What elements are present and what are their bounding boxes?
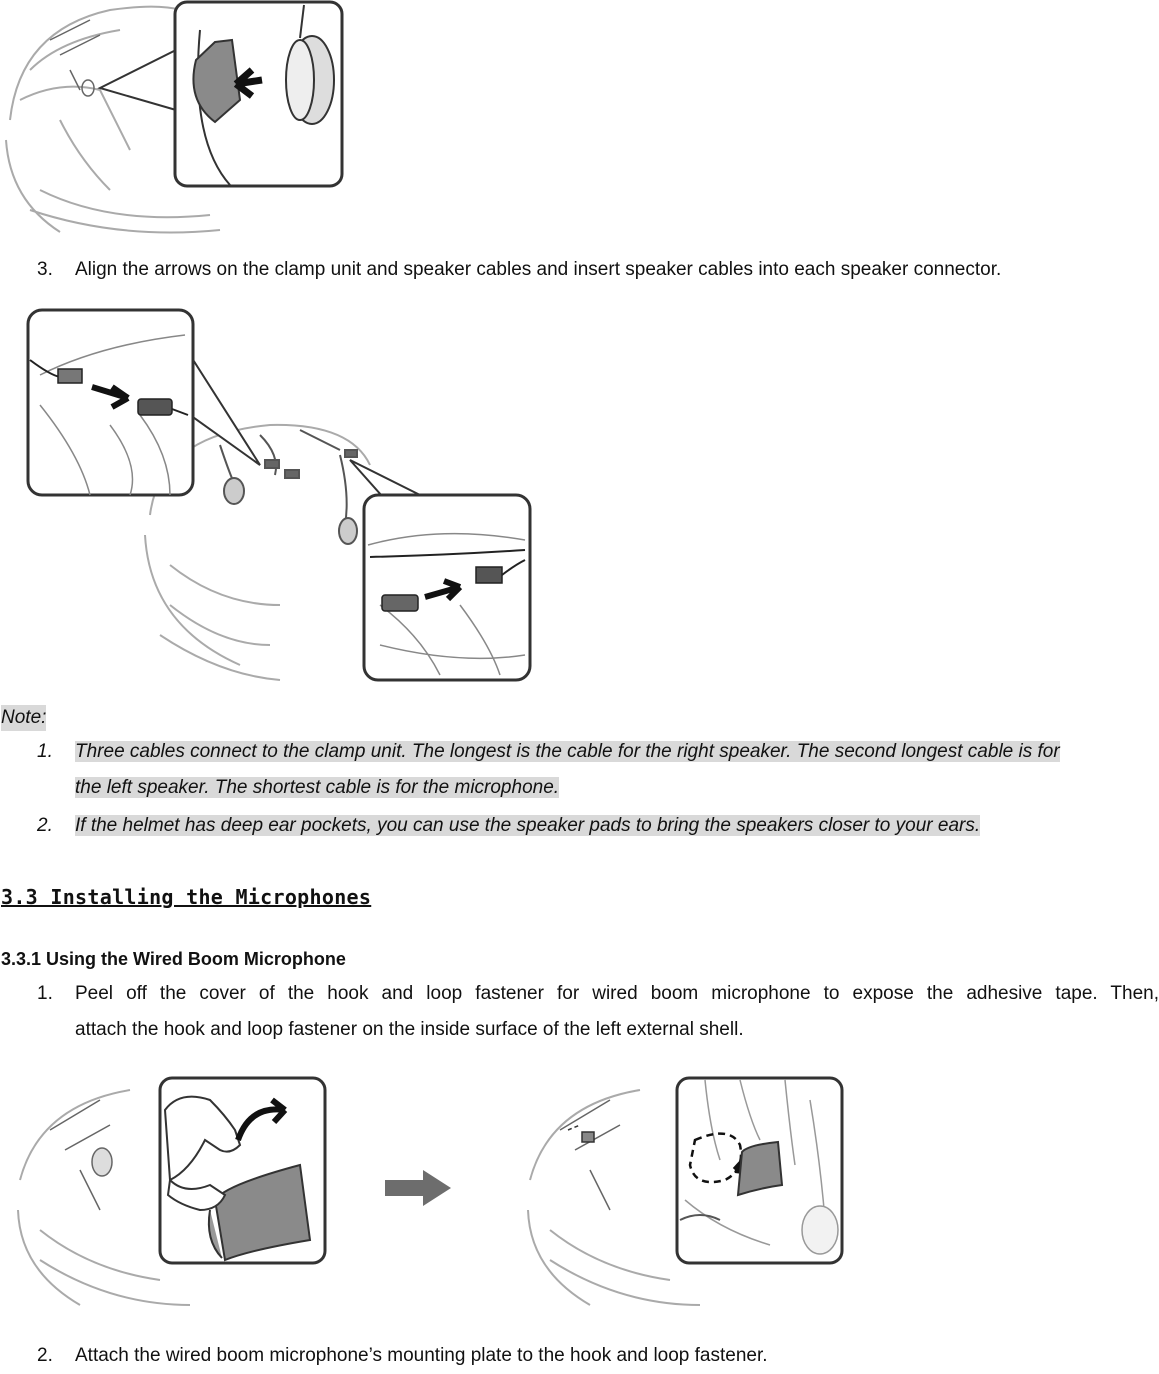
step-line: Peel off the cover of the hook and loop fastener for wired boom microphone to expose the adhesive tape. Then,: [75, 983, 1159, 1004]
figure-attach-fastener: [520, 1070, 850, 1315]
section-heading: 3.3 Installing the Microphones: [1, 885, 372, 909]
step-number: 1.: [37, 983, 53, 1004]
figure-peel-cover: [10, 1070, 340, 1315]
note-number: 2.: [37, 815, 53, 836]
step-text: [75, 976, 1159, 1048]
note-line: the left speaker. The shortest cable is for the microphone.: [75, 777, 560, 798]
note-line: Three cables connect to the clamp unit. The longest is the cable for the right speaker. The second longest cable is for: [75, 741, 1060, 762]
step-number: 3.: [37, 259, 53, 280]
note-text: [75, 734, 1159, 806]
subsection-heading: 3.3.1 Using the Wired Boom Microphone: [1, 949, 346, 969]
note-text: [75, 808, 1159, 844]
step-text: Attach the wired boom microphone’s mounting plate to the hook and loop fastener.: [75, 1345, 768, 1366]
step-text: Align the arrows on the clamp unit and speaker cables and insert speaker cables into each speaker connector.: [75, 259, 1002, 280]
note-number: 1.: [37, 741, 53, 762]
note-label: Note:: [1, 705, 46, 731]
arrow-right-icon: [385, 1168, 455, 1208]
step-line: attach the hook and loop fastener on the inside surface of the left external shell.: [75, 1019, 744, 1040]
figure-speaker-placement: [0, 0, 350, 240]
step-number: 2.: [37, 1345, 53, 1366]
note-line: If the helmet has deep ear pockets, you can use the speaker pads to bring the speakers closer to your ears.: [75, 815, 981, 836]
figure-cable-connection: [20, 305, 540, 690]
